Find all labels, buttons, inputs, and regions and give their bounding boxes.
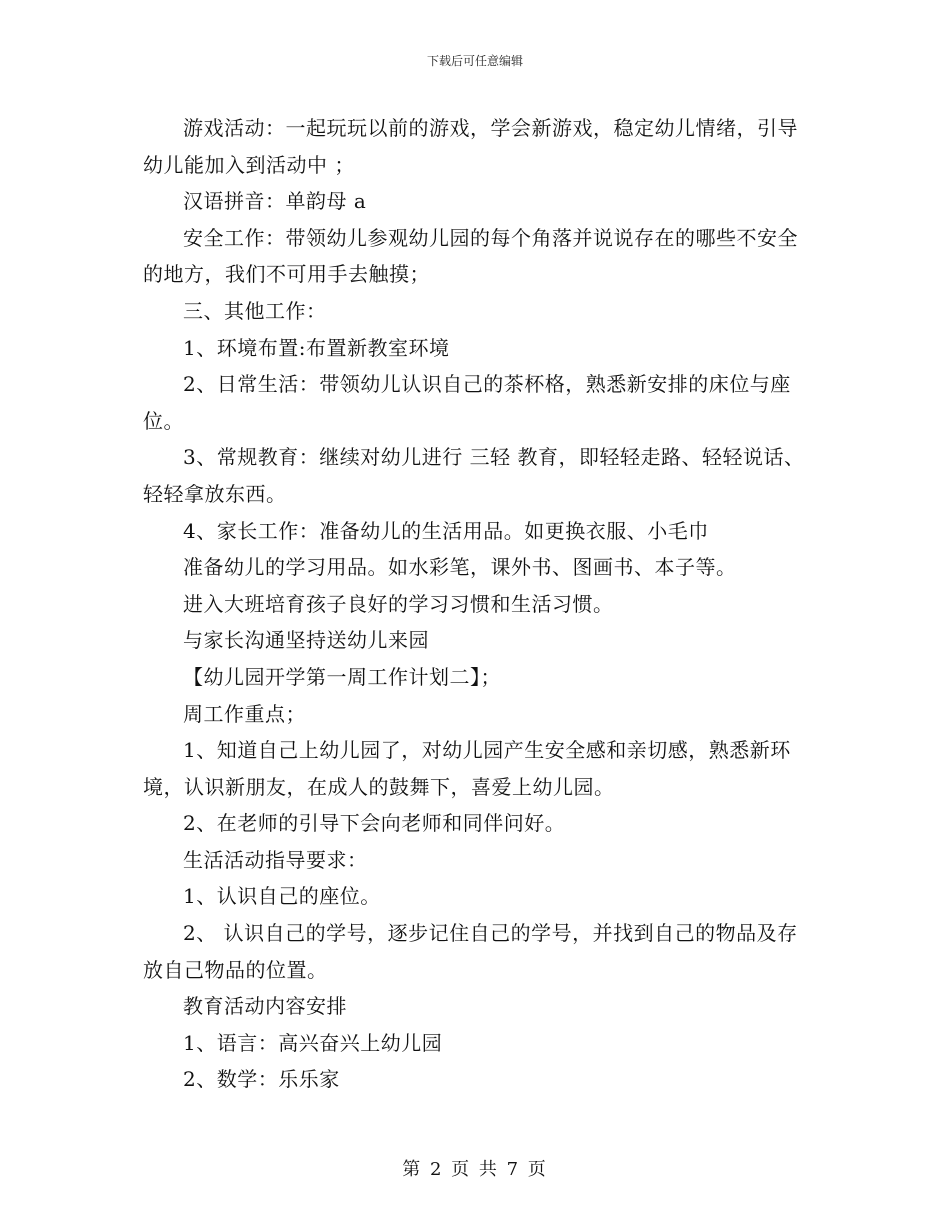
paragraph: 2、 认识自己的学号，逐步记住自己的学号，并找到自己的物品及存放自己物品的位置。 <box>143 921 798 982</box>
paragraph: 1、环境布置:布置新教室环境 <box>183 335 450 360</box>
page-header: 下载后可任意编辑 <box>426 54 523 68</box>
paragraph: 3、常规教育：继续对幼儿进行 三轻 教育，即轻轻走路、轻轻说话、轻轻拿放东西。 <box>143 445 805 506</box>
paragraph: 教育活动内容安排 <box>183 994 347 1019</box>
document-body <box>143 110 808 1098</box>
section-heading: 三、其他工作： <box>183 298 327 323</box>
section-heading: 【幼儿园开学第一周工作计划二】； <box>183 664 501 689</box>
paragraph: 汉语拼音：单韵母 a <box>183 189 367 214</box>
paragraph: 周工作重点； <box>183 701 306 726</box>
paragraph: 与家长沟通坚持送幼儿来园 <box>183 628 429 653</box>
paragraph: 安全工作：带领幼儿参观幼儿园的每个角落并说说存在的哪些不安全的地方，我们不可用手去触摸； <box>143 225 798 287</box>
paragraph: 生活活动指导要求： <box>183 847 368 872</box>
page-number-footer: 第 2 页 共 7 页 <box>402 1159 548 1180</box>
paragraph: 2、日常生活：带领幼儿认识自己的茶杯格，熟悉新安排的床位与座位。 <box>143 372 791 433</box>
paragraph: 1、语言：高兴奋兴上幼儿园 <box>183 1030 443 1055</box>
paragraph: 1、知道自己上幼儿园了，对幼儿园产生安全感和亲切感，熟悉新环境，认识新朋友，在成人的鼓舞下，喜爱上幼儿园。 <box>143 738 791 799</box>
paragraph: 2、在老师的引导下会向老师和同伴问好。 <box>183 811 566 836</box>
paragraph: 2、数学：乐乐家 <box>183 1067 340 1092</box>
paragraph: 1、认识自己的座位。 <box>183 884 381 909</box>
paragraph: 准备幼儿的学习用品。如水彩笔，课外书、图画书、本子等。 <box>183 555 737 580</box>
paragraph: 4、家长工作：准备幼儿的生活用品。如更换衣服、小毛巾 <box>183 518 709 543</box>
paragraph: 进入大班培育孩子良好的学习习惯和生活习惯。 <box>183 591 614 616</box>
paragraph: 游戏活动：一起玩玩以前的游戏，学会新游戏，稳定幼儿情绪，引导幼儿能加入到活动中 ； <box>143 116 798 177</box>
